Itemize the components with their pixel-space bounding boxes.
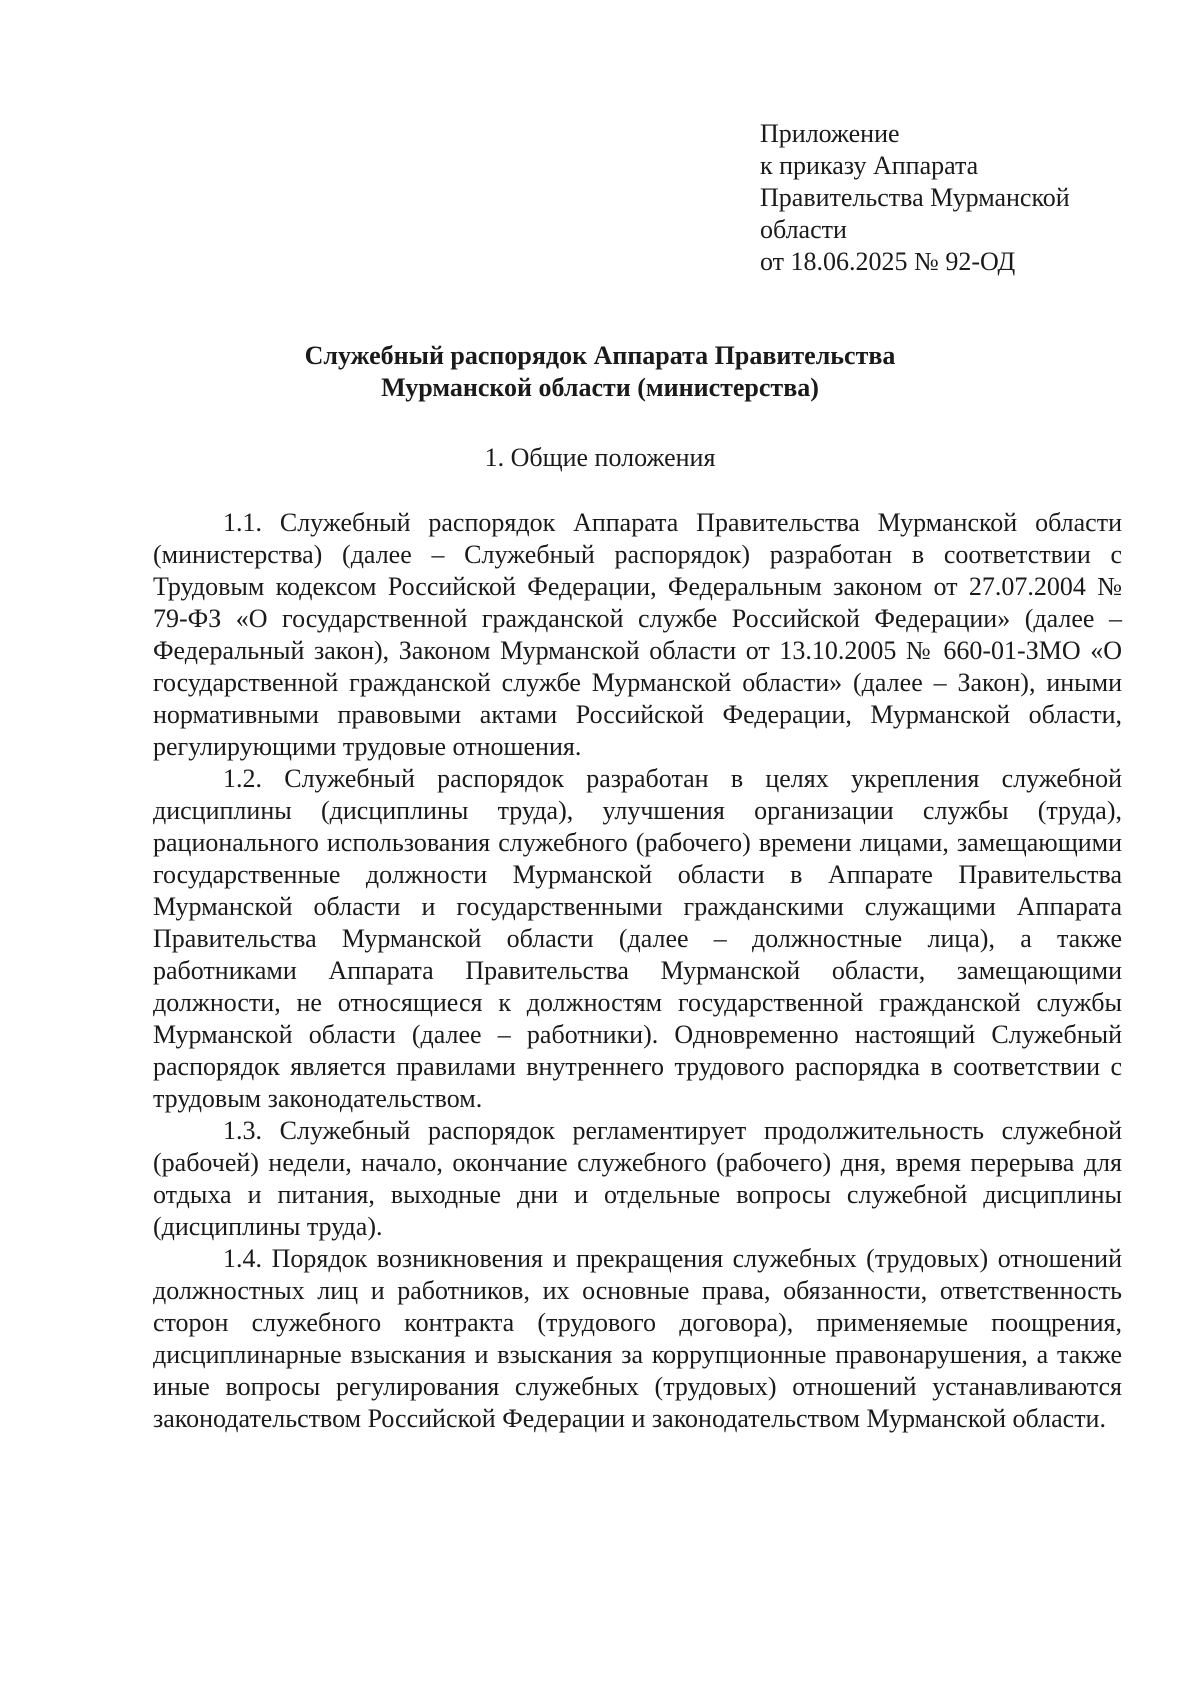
appendix-line: к приказу Аппарата <box>760 151 979 180</box>
appendix-line: Правительства Мурманской <box>760 183 1070 212</box>
document-title <box>150 340 1050 404</box>
paragraph: 1.4. Порядок возникновения и прекращения служебных (трудовых) отношений должностных лиц и работников, их основные права, обязанности, ответственность сторон служебного контракта (трудового договора), применяемые поощрения, дисциплинарные взыскания и взыскания за коррупционные правонарушения, а также иные вопросы регулирования служебных (трудовых) отношений устанавливаются законодательством Российской Федерации и законодательством Мурманской области. <box>153 1244 1122 1433</box>
appendix-line: от 18.06.2025 № 92-ОД <box>760 247 1016 276</box>
appendix-line: области <box>760 215 847 244</box>
paragraph: 1.1. Служебный распорядок Аппарата Правительства Мурманской области (министерства) (далее – Служебный распорядок) разработан в соответствии с Трудовым кодексом Российской Федерации, Федеральным законом от 27.07.2004 № 79-ФЗ «О государственной гражданской службе Российской Федерации» (далее – Федеральный закон), Законом Мурманской области от 13.10.2005 № 660-01-ЗМО «О государственной гражданской службе Мурманской области» (далее – Закон), иными нормативными правовыми актами Российской Федерации, Мурманской области, регулирующими трудовые отношения. <box>153 508 1122 761</box>
title-line: Служебный распорядок Аппарата Правительства <box>304 341 896 370</box>
title-line: Мурманской области (министерства) <box>381 373 819 402</box>
appendix-line: Приложение <box>760 119 900 148</box>
section-heading: 1. Общие положения <box>484 443 716 472</box>
paragraph: 1.3. Служебный распорядок регламентирует продолжительность служебной (рабочей) недели, начало, окончание служебного (рабочего) дня, время перерыва для отдыха и питания, выходные дни и отдельные вопросы служебной дисциплины (дисциплины труда). <box>153 1116 1122 1241</box>
appendix-block <box>760 118 1160 278</box>
document-body <box>153 507 1122 1435</box>
paragraph: 1.2. Служебный распорядок разработан в целях укрепления служебной дисциплины (дисциплины труда), улучшения организации службы (труда), рационального использования служебного (рабочего) времени лицами, замещающими государственные должности Мурманской области в Аппарате Правительства Мурманской области и государственными гражданскими служащими Аппарата Правительства Мурманской области (далее – должностные лица), а также работниками Аппарата Правительства Мурманской области, замещающими должности, не относящиеся к должностям государственной гражданской службы Мурманской области (далее – работники). Одновременно настоящий Служебный распорядок является правилами внутреннего трудового распорядка в соответствии с трудовым законодательством. <box>153 764 1122 1113</box>
